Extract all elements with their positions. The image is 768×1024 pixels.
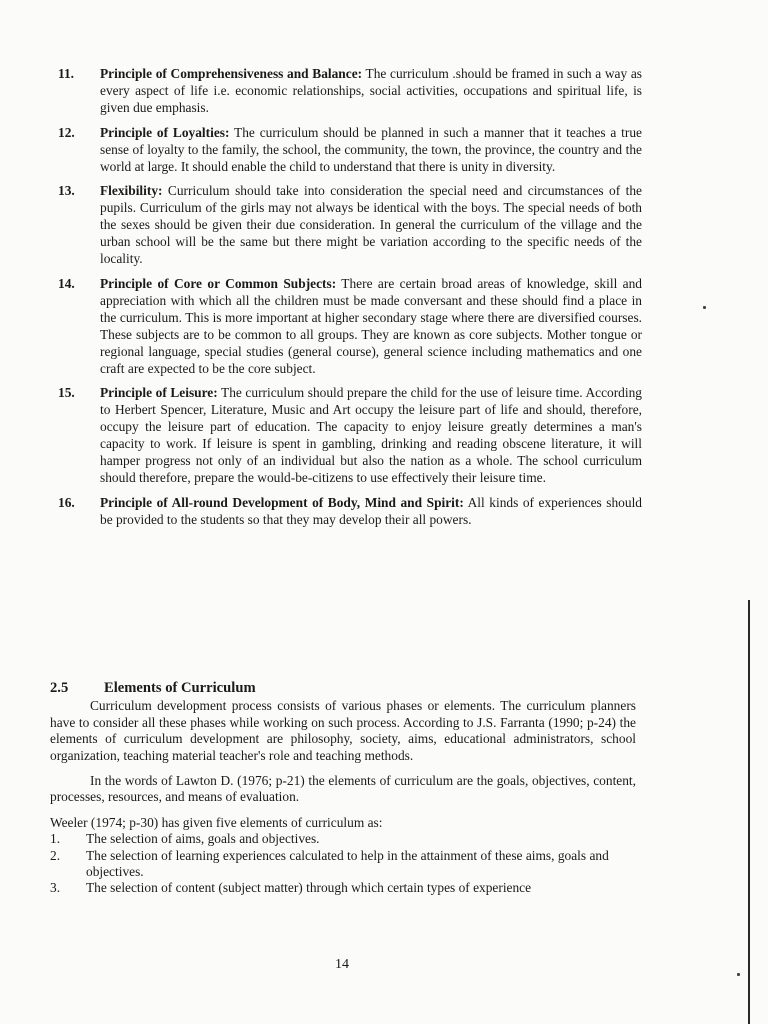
principle-text: All kinds of experiences should be provided to the students so that they may develop their all powers. [100,494,642,527]
principle-text: The curriculum should prepare the child for the use of leisure time. According to Herbert Spencer, Literature, Music and Art occupy the leisure part of life and should, therefore, occupy the leisure part of education. The capacity to enjoy leisure greatly determines a man's capacity to work. If leisure is spent in gambling, drinking and reading obscene literature, it will hamper progress not only of an individual but also the nation as a whole. The school curriculum should therefore, prepare the would-be-citizens to use effectively their leisure time. [100,385,642,485]
list-item [50,880,636,896]
paragraph: Weeler (1974; p-30) has given five elements of curriculum as: [50,814,383,830]
list-text: The selection of aims, goals and objectives. [86,831,320,847]
section-title: Elements of Curriculum [104,680,256,696]
principle-item [58,385,642,486]
principle-item [58,125,642,176]
principle-number: 11. [58,66,74,81]
section-elements-of-curriculum [50,680,636,897]
principle-title: Principle of All-round Development of Body, Mind and Spirit: [100,494,464,510]
section-heading [50,680,636,696]
list-text: The selection of content (subject matter) through which certain types of experience [86,880,532,896]
scan-speck [737,973,740,976]
principle-number: 12. [58,124,75,140]
principle-text: The curriculum .should be framed in such a way as every aspect of life i.e. economic relationships, social activities, occupations and spiritual life, is given due emphasis. [100,66,642,115]
principle-title: Principle of Core or Common Subjects: [100,275,337,291]
principles-list [58,66,642,537]
principle-item [58,183,642,268]
list-number: 2. [50,847,61,863]
principle-title: Principle of Loyalties: [100,124,230,140]
page-number: 14 [335,957,349,972]
principle-number: 15. [58,385,75,401]
paragraph: In the words of Lawton D. (1976; p-21) the elements of curriculum are the goals, objectives, content, processes, resources, and means of evaluation. [50,773,636,805]
list-text: The selection of learning experiences calculated to help in the attainment of these aims, goals and objectives. [86,847,609,880]
list-item [50,831,636,847]
section-number: 2.5 [50,680,69,696]
list-item [50,848,636,881]
principle-number: 16. [58,494,75,510]
scan-margin-line [748,600,750,1024]
list-number: 3. [50,880,61,896]
principle-title: Principle of Comprehensiveness and Balance: [100,66,363,81]
principle-text: There are certain broad areas of knowledge, skill and appreciation with which all the children must be made conversant and these should find a place in the curriculum. This is more important at higher secondary stage where there are diversified courses. These subjects are to be common to all groups. They are known as core subjects. Mother tongue or regional language, special studies (general course), general science including mathematics and one craft are expected to be the core subject. [100,275,642,376]
list-number: 1. [50,831,61,847]
principle-number: 13. [58,183,75,199]
principle-item [58,495,642,529]
principle-item [58,276,642,377]
principle-text: The curriculum should be planned in such a manner that it teaches a true sense of loyalty to the family, the school, the community, the town, the province, the country and the world at large. It should enable the child to understand that there is unity in diversity. [100,124,642,174]
principle-number: 14. [58,275,75,291]
paragraph: Curriculum development process consists of various phases or elements. The curriculum planners have to consider all these phases while working on such process. According to J.S. Farranta (1990; p-24) the elements of curriculum development are philosophy, society, aims, educational administrators, school organization, teaching material teacher's role and teaching methods. [50,698,636,763]
principle-text: Curriculum should take into consideration the special need and circumstances of the pupils. Curriculum of the girls may not always be identical with the boys. The special needs of both the sexes should be given their due consideration. In general the curriculum of the village and the urban school will be the same but there might be variation according to the specific needs of the locality. [100,183,642,267]
principle-title: Principle of Leisure: [100,385,218,401]
scan-speck [703,306,706,309]
principle-item [58,66,642,117]
principle-title: Flexibility: [100,183,163,199]
